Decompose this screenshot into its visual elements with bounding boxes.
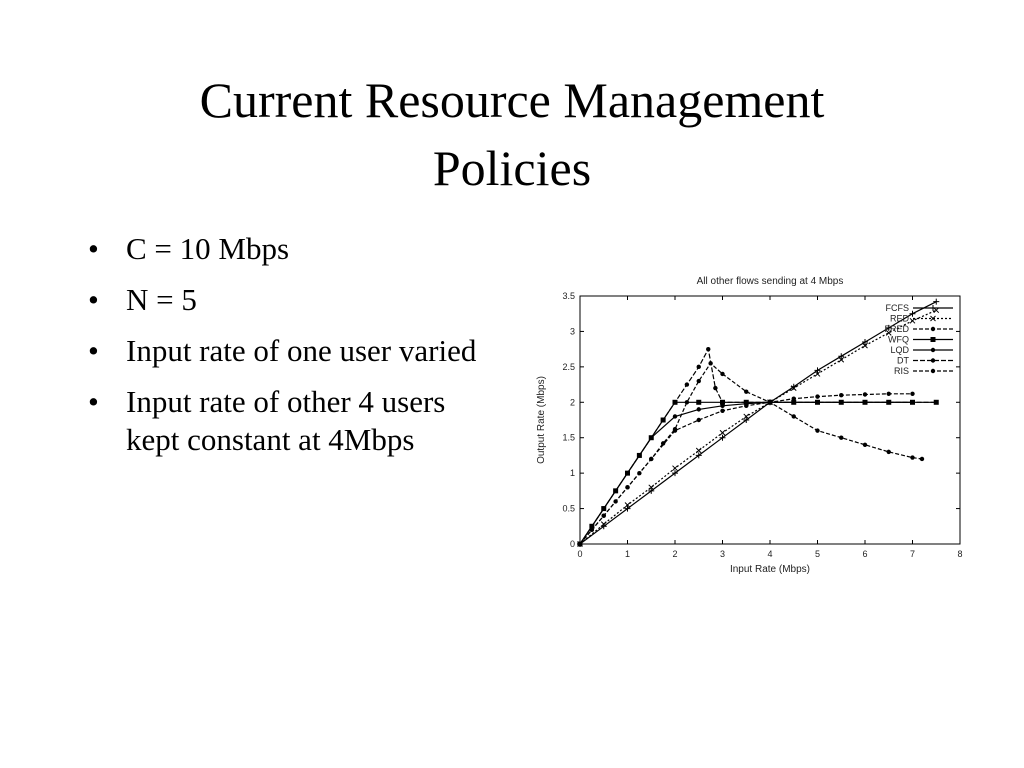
series-dt — [578, 347, 939, 546]
y-tick-label: 3 — [569, 326, 575, 337]
y-tick-label: 2 — [569, 397, 575, 408]
legend-label: RIS — [893, 366, 909, 376]
bullet-item: • N = 5 — [84, 281, 494, 319]
data-point — [685, 382, 689, 386]
data-point — [697, 365, 701, 369]
data-point — [792, 397, 796, 401]
data-point — [697, 379, 701, 383]
data-point — [720, 400, 724, 404]
legend-label: WFQ — [888, 334, 909, 345]
y-tick-label: 1 — [569, 468, 575, 479]
legend-label: RED — [889, 313, 909, 324]
legend-marker — [931, 369, 935, 373]
data-point — [713, 386, 717, 390]
data-point — [931, 337, 936, 342]
legend-marker — [931, 348, 935, 352]
series-line — [580, 302, 936, 544]
x-tick-label: 0 — [577, 549, 583, 559]
data-point — [887, 450, 891, 454]
data-point — [863, 443, 867, 447]
data-point — [696, 400, 701, 405]
series-ris — [578, 392, 915, 547]
data-point — [930, 305, 936, 311]
data-point — [933, 299, 939, 305]
legend-label: FRED — [884, 324, 909, 334]
data-point — [602, 513, 606, 517]
data-point — [697, 418, 701, 422]
data-point — [744, 389, 748, 393]
data-point — [744, 404, 748, 408]
data-point — [815, 428, 819, 432]
legend-label: DT — [897, 355, 909, 366]
series-red — [578, 308, 939, 547]
data-point — [720, 430, 725, 435]
slide-title-line-2: Policies — [432, 140, 592, 196]
data-point — [625, 485, 629, 489]
output-rate-chart — [530, 268, 970, 588]
y-tick-label: 1.5 — [562, 432, 575, 443]
series-line — [580, 402, 936, 544]
data-point — [839, 400, 843, 404]
bullet-item: • C = 10 Mbps — [84, 230, 494, 268]
y-tick-label: 2.5 — [562, 361, 575, 372]
x-tick-label: 7 — [909, 549, 916, 559]
slide-title — [60, 66, 964, 202]
data-point — [931, 369, 935, 373]
series-fred — [578, 361, 924, 546]
data-point — [673, 414, 677, 418]
legend-marker — [931, 358, 935, 362]
x-tick-label: 6 — [862, 549, 868, 559]
data-point — [673, 428, 677, 432]
series-wfq — [578, 400, 939, 547]
y-tick-label: 0.5 — [562, 503, 575, 514]
data-point — [673, 466, 678, 471]
data-point — [815, 394, 819, 398]
legend-marker — [931, 327, 935, 331]
data-point — [887, 400, 891, 404]
data-point — [863, 400, 867, 404]
data-point — [910, 311, 916, 317]
data-point — [649, 457, 653, 461]
data-point — [602, 506, 606, 510]
data-point — [863, 392, 867, 396]
bullet-list — [84, 230, 494, 472]
data-point — [792, 414, 796, 418]
data-point — [931, 358, 935, 362]
data-point — [697, 407, 701, 411]
data-point — [625, 471, 629, 475]
data-point — [934, 400, 938, 404]
data-point — [768, 400, 772, 404]
bullet-item: • Input rate of one user varied — [84, 332, 494, 370]
series-fcfs — [577, 299, 939, 547]
data-point — [920, 457, 924, 461]
data-point — [613, 489, 617, 493]
slide-title-line-1: Current Resource Management — [199, 72, 825, 128]
x-tick-label: 2 — [672, 549, 678, 559]
series-line — [580, 363, 922, 544]
x-tick-label: 1 — [624, 549, 631, 559]
data-point — [720, 372, 724, 376]
x-tick-label: 3 — [719, 549, 726, 559]
data-point — [839, 436, 843, 440]
data-point — [661, 418, 665, 422]
legend-label: LQD — [890, 345, 909, 355]
data-point — [578, 542, 582, 546]
data-point — [839, 393, 843, 397]
x-tick-label: 8 — [957, 549, 963, 559]
data-point — [637, 453, 641, 457]
data-point — [696, 448, 701, 453]
y-axis-label: Output Rate (Mbps) — [536, 376, 547, 464]
data-point — [815, 400, 819, 404]
chart-svg — [530, 268, 970, 588]
data-point — [910, 392, 914, 396]
legend-label: FCFS — [885, 303, 909, 313]
x-tick-label: 4 — [767, 549, 773, 559]
data-point — [720, 409, 724, 413]
x-tick-label: 5 — [814, 549, 821, 559]
legend-marker — [931, 337, 936, 342]
series-line — [580, 349, 936, 544]
data-point — [673, 400, 677, 404]
x-axis-label: Input Rate (Mbps) — [729, 564, 811, 575]
series-line — [580, 310, 936, 544]
data-point — [910, 400, 914, 404]
data-point — [910, 455, 914, 459]
data-point — [887, 392, 891, 396]
chart-title: All other flows sending at 4 Mbps — [696, 276, 844, 287]
legend-marker — [930, 305, 936, 311]
data-point — [706, 347, 710, 351]
y-tick-label: 0 — [569, 539, 575, 549]
data-point — [931, 348, 935, 352]
bullet-item: • Input rate of other 4 users kept constant at 4Mbps — [84, 383, 494, 459]
data-point — [649, 436, 653, 440]
y-tick-label: 3.5 — [562, 291, 575, 301]
data-point — [931, 327, 935, 331]
